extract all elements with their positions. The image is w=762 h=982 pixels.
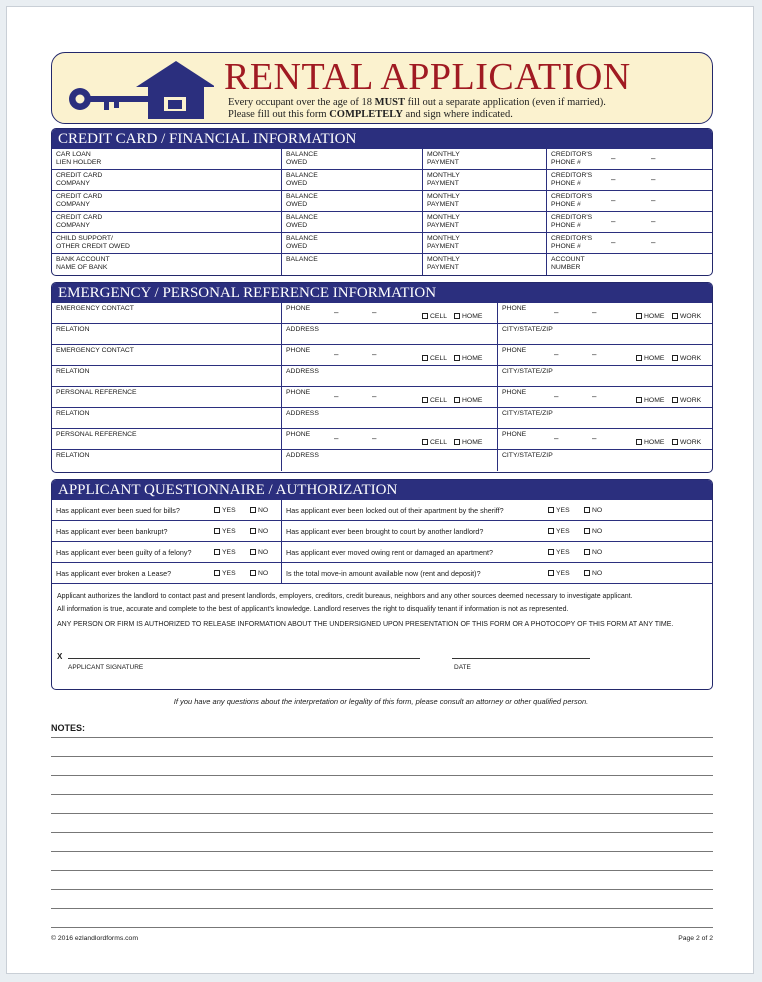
field-label: PHONE: [286, 389, 311, 396]
question-row: [282, 542, 712, 563]
notes-line[interactable]: [51, 794, 713, 795]
home-checkbox[interactable]: [636, 439, 664, 447]
phone-separator: –: [554, 308, 559, 317]
question-text: Has applicant ever been bankrupt?: [56, 526, 168, 536]
phone-separator: –: [611, 175, 616, 184]
form-header: [51, 52, 713, 124]
work-checkbox[interactable]: [672, 355, 701, 363]
yes-checkbox[interactable]: [214, 528, 236, 535]
checkbox-label: HOME: [462, 355, 483, 362]
checkbox-label: HOME: [644, 439, 665, 446]
field-label: BALANCE OWED: [286, 193, 318, 208]
work-checkbox[interactable]: [672, 397, 701, 405]
question-text: Has applicant ever been sued for bills?: [56, 505, 180, 515]
credit-field-c3[interactable]: [423, 170, 547, 191]
phone-separator: –: [372, 434, 377, 443]
authorization-text-2: All information is true, accurate and complete to the best of applicant's knowledge. Landlord reserves the right to disqualify tenant if information is not as represented.: [57, 606, 569, 613]
checkbox-icon[interactable]: [672, 397, 678, 403]
checkbox-label: CELL: [430, 439, 448, 446]
field-label: ADDRESS: [286, 326, 319, 333]
field-label: PERSONAL REFERENCE: [56, 431, 137, 438]
yes-checkbox[interactable]: [548, 549, 570, 556]
date-label: DATE: [454, 664, 471, 671]
checkbox-icon[interactable]: [250, 507, 256, 513]
checkbox-label: HOME: [462, 313, 483, 320]
credit-field-c1[interactable]: [52, 233, 282, 254]
no-checkbox[interactable]: [250, 528, 268, 535]
checkbox-label: YES: [556, 549, 570, 556]
phone-separator: –: [372, 392, 377, 401]
phone-separator: –: [651, 154, 656, 163]
checkbox-label: HOME: [462, 439, 483, 446]
contact-alt-phone-field[interactable]: [498, 345, 712, 366]
checkbox-label: HOME: [644, 313, 665, 320]
field-label: BALANCE OWED: [286, 151, 318, 166]
phone-separator: –: [334, 434, 339, 443]
notes-line[interactable]: [51, 775, 713, 776]
phone-separator: –: [592, 392, 597, 401]
notes-line[interactable]: [51, 851, 713, 852]
phone-separator: –: [334, 308, 339, 317]
field-label: RELATION: [56, 326, 90, 333]
field-label: BANK ACCOUNT NAME OF BANK: [56, 256, 110, 271]
field-label: RELATION: [56, 452, 90, 459]
checkbox-icon[interactable]: [636, 439, 642, 445]
credit-field-c4[interactable]: [547, 170, 712, 191]
checkbox-icon[interactable]: [250, 549, 256, 555]
phone-separator: –: [592, 308, 597, 317]
field-label: CITY/STATE/ZIP: [502, 326, 553, 333]
checkbox-icon[interactable]: [454, 439, 460, 445]
credit-field-c3[interactable]: [423, 191, 547, 212]
checkbox-label: NO: [592, 549, 603, 556]
legal-disclaimer: If you have any questions about the interpretation or legality of this form, please consult an attorney or other qualified person.: [173, 697, 589, 706]
field-label: CREDIT CARD COMPANY: [56, 172, 103, 187]
checkbox-label: HOME: [644, 355, 665, 362]
checkbox-icon[interactable]: [548, 570, 554, 576]
checkbox-label: YES: [556, 570, 570, 577]
checkbox-icon[interactable]: [454, 397, 460, 403]
home-checkbox[interactable]: [636, 397, 664, 405]
city-state-zip-field[interactable]: [498, 408, 712, 429]
address-field[interactable]: [282, 450, 498, 471]
notes-line[interactable]: [51, 756, 713, 757]
contact-phone-field[interactable]: [282, 303, 498, 324]
credit-field-c2[interactable]: [282, 212, 423, 233]
field-label: CREDITOR'S PHONE #: [551, 235, 593, 250]
authorization-block: [52, 584, 712, 680]
phone-separator: –: [611, 154, 616, 163]
field-label: CREDITOR'S PHONE #: [551, 214, 593, 229]
question-row: [52, 521, 282, 542]
phone-separator: –: [611, 196, 616, 205]
signature-label: APPLICANT SIGNATURE: [68, 664, 144, 671]
field-label: BALANCE OWED: [286, 235, 318, 250]
yes-checkbox[interactable]: [548, 507, 570, 514]
credit-field-c4[interactable]: [547, 212, 712, 233]
checkbox-icon[interactable]: [422, 439, 428, 445]
signature-x-mark: X: [57, 652, 63, 661]
cell-checkbox[interactable]: [422, 355, 447, 363]
no-checkbox[interactable]: [584, 549, 602, 556]
cell-checkbox[interactable]: [422, 313, 447, 321]
checkbox-label: YES: [556, 507, 570, 514]
contact-alt-phone-field[interactable]: [498, 429, 712, 450]
checkbox-label: NO: [592, 528, 603, 535]
questionnaire-section: [51, 479, 713, 690]
field-label: RELATION: [56, 368, 90, 375]
field-label: PERSONAL REFERENCE: [56, 389, 137, 396]
question-row: [52, 563, 282, 584]
home-checkbox[interactable]: [636, 313, 664, 321]
work-checkbox[interactable]: [672, 439, 701, 447]
checkbox-label: CELL: [430, 313, 448, 320]
contact-phone-field[interactable]: [282, 345, 498, 366]
checkbox-label: NO: [258, 507, 269, 514]
field-label: MONTHLY PAYMENT: [427, 172, 460, 187]
cell-checkbox[interactable]: [422, 397, 447, 405]
notes-line[interactable]: [51, 908, 713, 909]
credit-field-c1[interactable]: [52, 254, 282, 275]
form-title: RENTAL APPLICATION: [224, 56, 631, 98]
credit-field-c2[interactable]: [282, 233, 423, 254]
phone-separator: –: [554, 392, 559, 401]
phone-separator: –: [372, 350, 377, 359]
question-row: [282, 563, 712, 584]
home-checkbox[interactable]: [454, 397, 482, 405]
contact-phone-field[interactable]: [282, 429, 498, 450]
address-field[interactable]: [282, 366, 498, 387]
field-label: ACCOUNT NUMBER: [551, 256, 585, 271]
authorization-text-3: ANY PERSON OR FIRM IS AUTHORIZED TO RELEASE INFORMATION ABOUT THE UNDERSIGNED UPON PRESENTATION OF THIS FORM OR A PHOTOCOPY OF THIS FORM AT ANY TIME.: [57, 621, 674, 628]
field-label: CREDITOR'S PHONE #: [551, 193, 593, 208]
signature-line[interactable]: [68, 658, 420, 659]
copyright-footer: © 2016 ezlandlordforms.com: [51, 935, 138, 942]
field-label: PHONE: [286, 347, 311, 354]
phone-separator: –: [651, 217, 656, 226]
field-label: MONTHLY PAYMENT: [427, 151, 460, 166]
checkbox-icon[interactable]: [422, 355, 428, 361]
yes-checkbox[interactable]: [214, 570, 236, 577]
address-field[interactable]: [282, 408, 498, 429]
field-label: BALANCE OWED: [286, 214, 318, 229]
credit-section: [51, 128, 713, 276]
checkbox-label: CELL: [430, 397, 448, 404]
notes-line[interactable]: [51, 813, 713, 814]
field-label: ADDRESS: [286, 452, 319, 459]
checkbox-icon[interactable]: [214, 549, 220, 555]
field-label: PHONE: [286, 431, 311, 438]
checkbox-icon[interactable]: [636, 313, 642, 319]
notes-line[interactable]: [51, 870, 713, 871]
checkbox-label: CELL: [430, 355, 448, 362]
field-label: RELATION: [56, 410, 90, 417]
checkbox-label: YES: [222, 528, 236, 535]
field-label: PHONE: [502, 389, 527, 396]
checkbox-label: WORK: [680, 313, 702, 320]
field-label: MONTHLY PAYMENT: [427, 214, 460, 229]
checkbox-icon[interactable]: [672, 439, 678, 445]
contact-name-field[interactable]: [52, 387, 282, 408]
checkbox-icon[interactable]: [548, 549, 554, 555]
date-line[interactable]: [452, 658, 590, 659]
credit-section-title: CREDIT CARD / FINANCIAL INFORMATION: [52, 129, 712, 149]
contact-name-field[interactable]: [52, 429, 282, 450]
phone-separator: –: [651, 238, 656, 247]
yes-checkbox[interactable]: [548, 570, 570, 577]
credit-field-c4[interactable]: [547, 149, 712, 170]
checkbox-label: NO: [592, 570, 603, 577]
credit-field-c1[interactable]: [52, 149, 282, 170]
credit-field-c1[interactable]: [52, 170, 282, 191]
checkbox-icon[interactable]: [214, 570, 220, 576]
credit-field-c2[interactable]: [282, 149, 423, 170]
checkbox-label: NO: [258, 549, 269, 556]
city-state-zip-field[interactable]: [498, 450, 712, 471]
question-text: Has applicant ever broken a Lease?: [56, 568, 172, 578]
credit-field-c3[interactable]: [423, 254, 547, 275]
question-text: Has applicant ever moved owing rent or damaged an apartment?: [286, 547, 493, 557]
questionnaire-section-title: APPLICANT QUESTIONNAIRE / AUTHORIZATION: [52, 480, 712, 500]
form-instructions: Every occupant over the age of 18 MUST fill out a separate application (even if married). Please fill out this form COMPLETELY and sign where indicated.: [228, 97, 606, 120]
field-label: CREDITOR'S PHONE #: [551, 151, 593, 166]
relation-field[interactable]: [52, 324, 282, 345]
field-label: CREDITOR'S PHONE #: [551, 172, 593, 187]
phone-separator: –: [334, 392, 339, 401]
notes-line[interactable]: [51, 889, 713, 890]
checkbox-label: WORK: [680, 439, 702, 446]
checkbox-icon[interactable]: [250, 570, 256, 576]
credit-field-c3[interactable]: [423, 233, 547, 254]
no-checkbox[interactable]: [584, 507, 602, 514]
field-label: CAR LOAN LIEN HOLDER: [56, 151, 102, 166]
field-label: ADDRESS: [286, 410, 319, 417]
no-checkbox[interactable]: [584, 570, 602, 577]
field-label: MONTHLY PAYMENT: [427, 256, 460, 271]
field-label: CITY/STATE/ZIP: [502, 452, 553, 459]
notes-line[interactable]: [51, 832, 713, 833]
emergency-section: [51, 282, 713, 473]
checkbox-icon[interactable]: [548, 507, 554, 513]
yes-checkbox[interactable]: [214, 549, 236, 556]
work-checkbox[interactable]: [672, 313, 701, 321]
field-label: CITY/STATE/ZIP: [502, 368, 553, 375]
checkbox-label: YES: [222, 570, 236, 577]
relation-field[interactable]: [52, 450, 282, 471]
question-text: Has applicant ever been locked out of their apartment by the sheriff?: [286, 505, 504, 515]
field-label: PHONE: [502, 347, 527, 354]
checkbox-icon[interactable]: [250, 528, 256, 534]
checkbox-icon[interactable]: [422, 397, 428, 403]
field-label: ADDRESS: [286, 368, 319, 375]
city-state-zip-field[interactable]: [498, 324, 712, 345]
field-label: CITY/STATE/ZIP: [502, 410, 553, 417]
cell-checkbox[interactable]: [422, 439, 447, 447]
home-checkbox[interactable]: [454, 439, 482, 447]
field-label: CREDIT CARD COMPANY: [56, 193, 103, 208]
checkbox-label: WORK: [680, 355, 702, 362]
credit-field-c2[interactable]: [282, 191, 423, 212]
checkbox-icon[interactable]: [636, 355, 642, 361]
field-label: EMERGENCY CONTACT: [56, 305, 134, 312]
credit-field-c1[interactable]: [52, 191, 282, 212]
phone-separator: –: [554, 350, 559, 359]
question-row: [282, 500, 712, 521]
city-state-zip-field[interactable]: [498, 366, 712, 387]
checkbox-icon[interactable]: [454, 355, 460, 361]
checkbox-icon[interactable]: [672, 355, 678, 361]
credit-field-c1[interactable]: [52, 212, 282, 233]
relation-field[interactable]: [52, 366, 282, 387]
checkbox-icon[interactable]: [584, 528, 590, 534]
phone-separator: –: [611, 238, 616, 247]
checkbox-icon[interactable]: [454, 313, 460, 319]
checkbox-label: YES: [222, 507, 236, 514]
relation-field[interactable]: [52, 408, 282, 429]
checkbox-label: NO: [258, 528, 269, 535]
credit-field-c4[interactable]: [547, 254, 712, 275]
phone-separator: –: [592, 350, 597, 359]
emergency-table: [52, 303, 712, 471]
checkbox-label: NO: [592, 507, 603, 514]
contact-phone-field[interactable]: [282, 387, 498, 408]
form-page: [6, 6, 754, 974]
phone-separator: –: [592, 434, 597, 443]
checkbox-icon[interactable]: [548, 528, 554, 534]
page-number: Page 2 of 2: [678, 935, 713, 942]
question-text: Has applicant ever been guilty of a felony?: [56, 547, 192, 557]
no-checkbox[interactable]: [584, 528, 602, 535]
yes-checkbox[interactable]: [548, 528, 570, 535]
field-label: BALANCE: [286, 256, 318, 263]
field-label: CREDIT CARD COMPANY: [56, 214, 103, 229]
credit-field-c4[interactable]: [547, 191, 712, 212]
field-label: BALANCE OWED: [286, 172, 318, 187]
home-checkbox[interactable]: [454, 313, 482, 321]
credit-field-c2[interactable]: [282, 254, 423, 275]
question-row: [52, 500, 282, 521]
checkbox-label: YES: [222, 549, 236, 556]
no-checkbox[interactable]: [250, 570, 268, 577]
question-text: Has applicant ever been brought to court by another landlord?: [286, 526, 484, 536]
notes-line[interactable]: [51, 737, 713, 738]
checkbox-icon[interactable]: [584, 507, 590, 513]
home-checkbox[interactable]: [454, 355, 482, 363]
phone-separator: –: [651, 175, 656, 184]
checkbox-icon[interactable]: [584, 549, 590, 555]
phone-separator: –: [554, 434, 559, 443]
phone-separator: –: [334, 350, 339, 359]
checkbox-icon[interactable]: [214, 528, 220, 534]
checkbox-label: HOME: [644, 397, 665, 404]
contact-alt-phone-field[interactable]: [498, 387, 712, 408]
field-label: EMERGENCY CONTACT: [56, 347, 134, 354]
contact-alt-phone-field[interactable]: [498, 303, 712, 324]
phone-separator: –: [651, 196, 656, 205]
yes-checkbox[interactable]: [214, 507, 236, 514]
authorization-text-1: Applicant authorizes the landlord to contact past and present landlords, employers, creditors, credit bureaus, neighbors and any other sources deemed necessary to investigate applicant.: [57, 593, 633, 600]
phone-separator: –: [372, 308, 377, 317]
contact-name-field[interactable]: [52, 303, 282, 324]
question-row: [282, 521, 712, 542]
checkbox-label: NO: [258, 570, 269, 577]
address-field[interactable]: [282, 324, 498, 345]
emergency-section-title: EMERGENCY / PERSONAL REFERENCE INFORMATION: [52, 283, 712, 303]
questionnaire-table: [52, 500, 712, 584]
notes-label: NOTES:: [51, 723, 86, 733]
field-label: PHONE: [502, 431, 527, 438]
checkbox-icon[interactable]: [672, 313, 678, 319]
credit-field-c3[interactable]: [423, 212, 547, 233]
field-label: PHONE: [502, 305, 527, 312]
key-house-logo-icon: [64, 59, 214, 121]
contact-name-field[interactable]: [52, 345, 282, 366]
checkbox-label: WORK: [680, 397, 702, 404]
field-label: CHILD SUPPORT/ OTHER CREDIT OWED: [56, 235, 130, 250]
no-checkbox[interactable]: [250, 549, 268, 556]
notes-line[interactable]: [51, 927, 713, 928]
credit-table: [52, 149, 712, 275]
checkbox-icon[interactable]: [636, 397, 642, 403]
checkbox-icon[interactable]: [422, 313, 428, 319]
no-checkbox[interactable]: [250, 507, 268, 514]
checkbox-icon[interactable]: [584, 570, 590, 576]
credit-field-c4[interactable]: [547, 233, 712, 254]
checkbox-label: HOME: [462, 397, 483, 404]
question-row: [52, 542, 282, 563]
checkbox-label: YES: [556, 528, 570, 535]
home-checkbox[interactable]: [636, 355, 664, 363]
question-text: Is the total move-in amount available now (rent and deposit)?: [286, 568, 481, 578]
checkbox-icon[interactable]: [214, 507, 220, 513]
phone-separator: –: [611, 217, 616, 226]
field-label: MONTHLY PAYMENT: [427, 193, 460, 208]
credit-field-c2[interactable]: [282, 170, 423, 191]
credit-field-c3[interactable]: [423, 149, 547, 170]
field-label: MONTHLY PAYMENT: [427, 235, 460, 250]
field-label: PHONE: [286, 305, 311, 312]
